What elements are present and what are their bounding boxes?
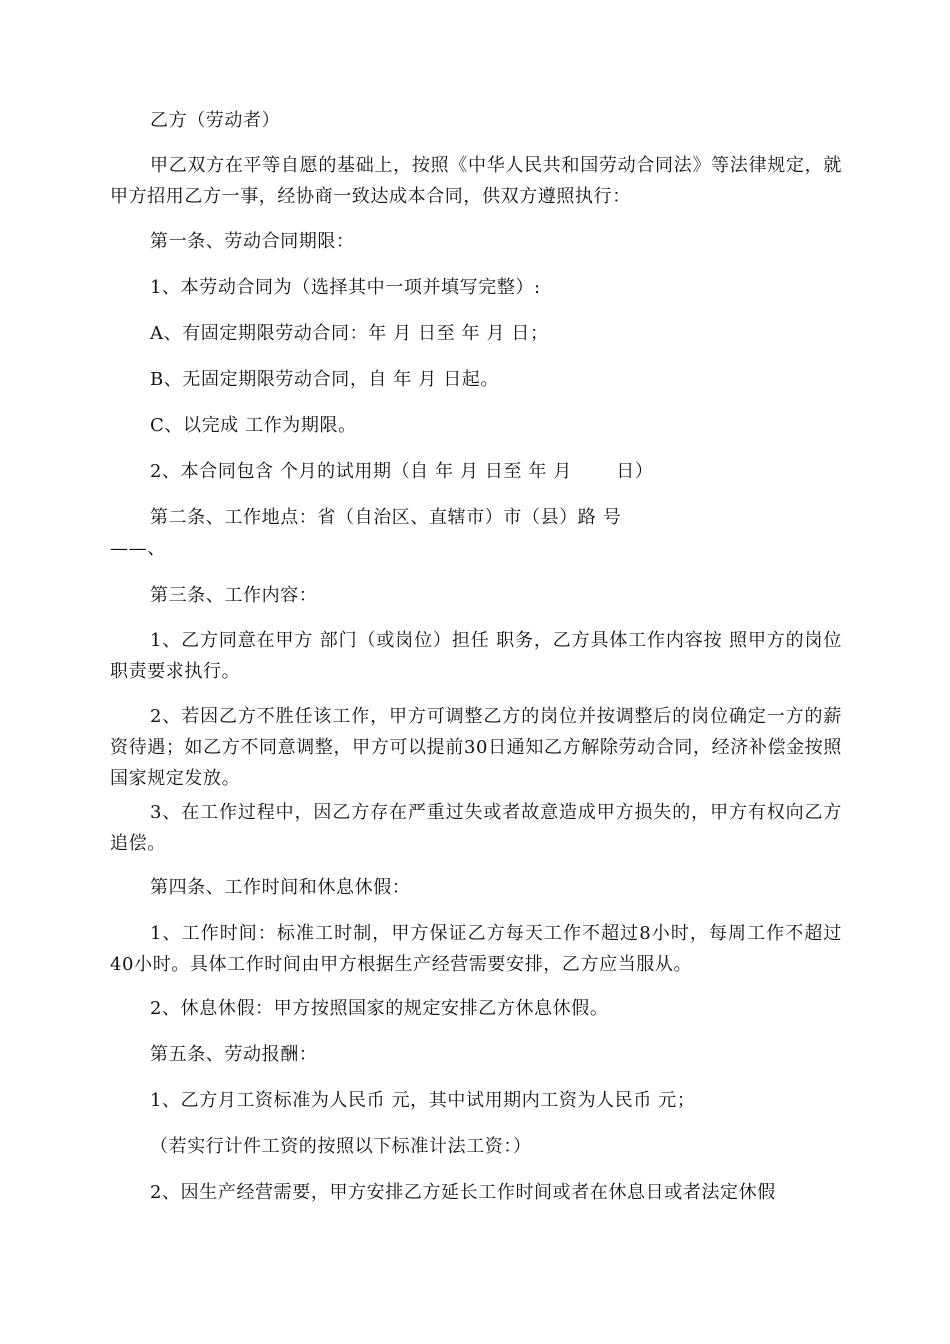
preamble-paragraph: 甲乙双方在平等自愿的基础上，按照《中华人民共和国劳动合同法》等法律规定，就甲方招用乙方一事，经协商一致达成本合同，供双方遵照执行： <box>110 155 842 207</box>
article-3-item-2: 2、若因乙方不胜任该工作，甲方可调整乙方的岗位并按调整后的岗位确定一方的薪资待遇；如乙方不同意调整，甲方可以提前30日通知乙方解除劳动合同，经济补偿金按照国家规定发放。 <box>110 706 842 789</box>
article-1-item-2: 2、本合同包含 个月的试用期（自 年 月 日至 年 月 日） <box>150 461 654 482</box>
party-b-heading: 乙方（劳动者） <box>150 110 281 131</box>
article-1-option-c: C、以完成 工作为期限。 <box>150 415 357 436</box>
article-2-continuation: ——、 <box>110 538 166 559</box>
article-1-heading: 第一条、劳动合同期限： <box>150 231 355 252</box>
article-2-heading: 第二条、工作地点：省（自治区、直辖市）市（县）路 号 <box>150 507 622 528</box>
article-5-piecework-note: （若实行计件工资的按照以下标准计法工资：） <box>150 1136 532 1157</box>
article-1-item-1: 1、本劳动合同为（选择其中一项并填写完整）: <box>150 277 541 298</box>
article-5-item-2: 2、因生产经营需要，甲方安排乙方延长工作时间或者在休息日或者法定休假 <box>150 1182 776 1203</box>
article-5-heading: 第五条、劳动报酬： <box>150 1044 318 1065</box>
article-4-item-2: 2、休息休假：甲方按照国家的规定安排乙方休息休假。 <box>150 998 609 1019</box>
article-4-heading: 第四条、工作时间和休息休假： <box>150 877 411 898</box>
article-3-item-3: 3、在工作过程中，因乙方存在严重过失或者故意造成甲方损失的，甲方有权向乙方追偿。 <box>110 802 842 854</box>
article-1-option-b: B、无固定期限劳动合同，自 年 月 日起。 <box>150 369 499 390</box>
article-5-item-1: 1、乙方月工资标准为人民币 元，其中试用期内工资为人民币 元； <box>150 1090 696 1111</box>
article-4-item-1: 1、工作时间：标准工时制，甲方保证乙方每天工作不超过8小时，每周工作不超过40小时。具体工作时间由甲方根据生产经营需要安排，乙方应当服从。 <box>110 923 842 975</box>
article-1-option-a: A、有固定期限劳动合同：年 月 日至 年 月 日； <box>150 323 549 344</box>
article-3-item-1: 1、乙方同意在甲方 部门（或岗位）担任 职务，乙方具体工作内容按 照甲方的岗位职责要求执行。 <box>110 630 842 682</box>
article-3-heading: 第三条、工作内容： <box>150 585 318 606</box>
